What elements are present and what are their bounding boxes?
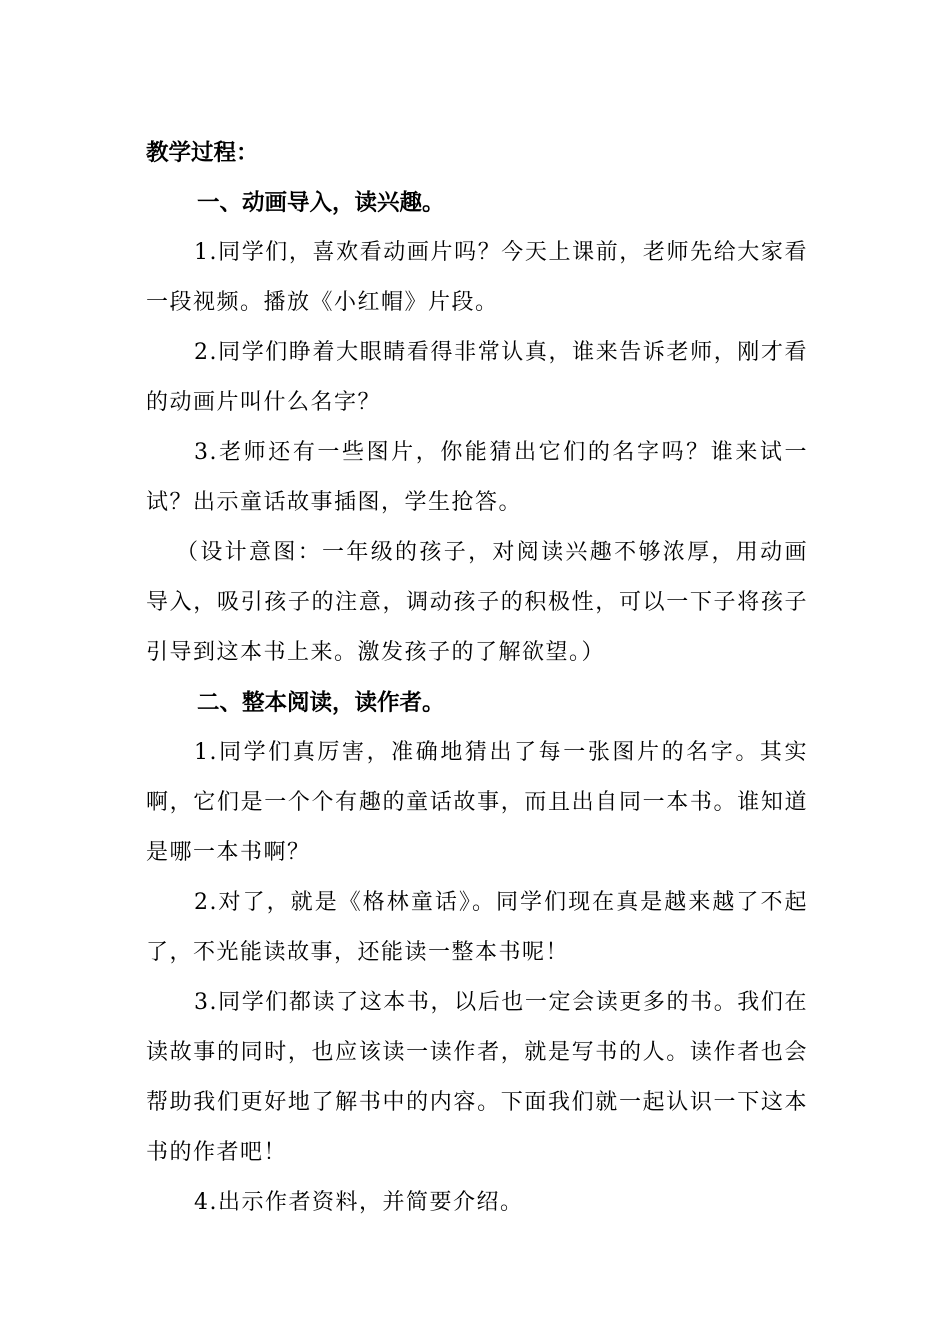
paragraph: 1.同学们，喜欢看动画片吗？今天上课前，老师先给大家看一段视频。播放《小红帽》片段。 xyxy=(146,240,808,315)
section-heading: 一、动画导入，读兴趣。 xyxy=(197,190,445,216)
paragraph: 3.老师还有一些图片，你能猜出它们的名字吗？谁来试一试？出示童话故事插图，学生抢答。 xyxy=(146,440,808,515)
paragraph: 2.同学们睁着大眼睛看得非常认真，谁来告诉老师，刚才看的动画片叫什么名字？ xyxy=(146,340,808,415)
design-intent-note: （设计意图：一年级的孩子，对阅读兴趣不够浓厚，用动画导入，吸引孩子的注意，调动孩子的积极性，可以一下子将孩子引导到这本书上来。激发孩子的了解欲望。） xyxy=(146,540,808,665)
section-heading: 二、整本阅读，读作者。 xyxy=(197,690,445,716)
paragraph: 2.对了，就是《格林童话》。同学们现在真是越来越了不起了，不光能读故事，还能读一整本书呢！ xyxy=(146,890,808,965)
document-page xyxy=(146,128,808,1228)
document-title: 教学过程： xyxy=(146,140,259,166)
section-2 xyxy=(146,678,808,1228)
paragraph: 1.同学们真厉害，准确地猜出了每一张图片的名字。其实啊，它们是一个个有趣的童话故事，而且出自同一本书。谁知道是哪一本书啊？ xyxy=(146,740,808,865)
paragraph: 4.出示作者资料，并简要介绍。 xyxy=(194,1190,524,1215)
paragraph: 3.同学们都读了这本书，以后也一定会读更多的书。我们在读故事的同时，也应该读一读作者，就是写书的人。读作者也会帮助我们更好地了解书中的内容。下面我们就一起认识一下这本书的作者吧！ xyxy=(146,990,808,1165)
section-1 xyxy=(146,178,808,678)
